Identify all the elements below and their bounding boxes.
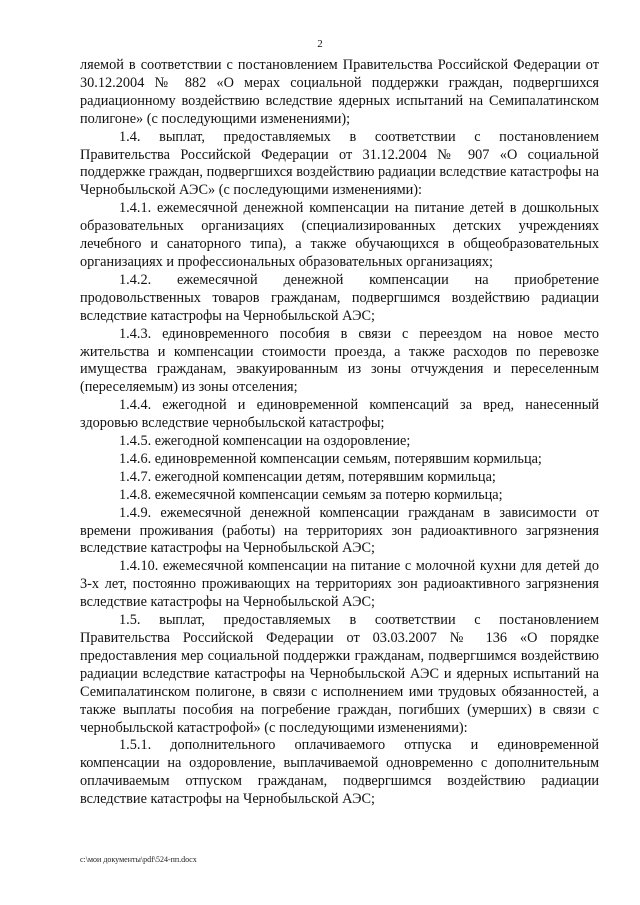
footer-file-path: c:\мои документы\pdf\524-пп.docx	[80, 855, 197, 864]
paragraph-1-4-8: 1.4.8. ежемесячной компенсации семьям за потерю кормильца;	[119, 486, 503, 503]
paragraph-1-4-10: 1.4.10. ежемесячной компенсации на питание с молочной кухни для детей до 3-х лет, постоянно проживающих на территориях зон радиоактивного загрязнения вследствие катастрофы на Чернобыльской АЭС;	[80, 558, 599, 611]
paragraph-1-4-9: 1.4.9. ежемесячной денежной компенсации гражданам в зависимости от времени проживания (работы) на территориях зон радиоактивного загрязнения вследствие катастрофы на Чернобыльской АЭС;	[80, 504, 599, 557]
paragraph-1-4-7: 1.4.7. ежегодной компенсации детям, потерявшим кормильца;	[119, 468, 496, 485]
page-number: 2	[317, 38, 323, 50]
paragraph-continuation: ляемой в соответствии с постановлением Правительства Российской Федерации от 30.12.2004 № 882 «О мерах социальной поддержки граждан, подвергшихся радиационному воздействию вследствие ядерных испытаний на Семипалатинском полигоне» (с последующими изменениями);	[80, 57, 599, 127]
document-body	[80, 57, 599, 809]
paragraph-1-4: 1.4. выплат, предоставляемых в соответствии с постановлением Правительства Российской Федерации от 31.12.2004 № 907 «О социальной поддержке граждан, подвергшихся воздействию радиации вследствие катастрофы на Чернобыльской АЭС» (с последующими изменениями):	[80, 128, 599, 199]
paragraph-1-5-1: 1.5.1. дополнительного оплачиваемого отпуска и единовременной компенсации на оздоровление, выплачиваемой одновременно с дополнительным оплачиваемым отпуском гражданам, подвергшимся воздействию радиации вследствие катастрофы на Чернобыльской АЭС;	[80, 737, 599, 808]
paragraph-1-5: 1.5. выплат, предоставляемых в соответствии с постановлением Правительства Российской Федерации от 03.03.2007 № 136 «О порядке предоставления мер социальной поддержки гражданам, подвергшимся воздействию радиации вследствие катастрофы на Чернобыльской АЭС и ядерных испытаний на Семипалатинском полигоне, в связи с исполнением ими трудовых обязанностей, а также выплаты пособия на погребение граждан, погибших (умерших) в связи с чернобыльской катастрофой» (с последующими изменениями):	[80, 612, 599, 736]
paragraph-1-4-5: 1.4.5. ежегодной компенсации на оздоровление;	[119, 433, 411, 450]
paragraph-1-4-6: 1.4.6. единовременной компенсации семьям, потерявшим кормильца;	[119, 450, 542, 467]
paragraph-1-4-2: 1.4.2. ежемесячной денежной компенсации на приобретение продовольственных товаров гражданам, подвергшимся воздействию радиации вследствие катастрофы на Чернобыльской АЭС;	[80, 271, 599, 324]
paragraph-1-4-1: 1.4.1. ежемесячной денежной компенсации на питание детей в дошкольных образовательных организациях (специализированных детских учреждениях лечебного и санаторного типа), а также обучающихся в общеобразовательных организациях и профессиональных образовательных организациях;	[80, 200, 599, 270]
paragraph-1-4-3: 1.4.3. единовременного пособия в связи с переездом на новое место жительства и компенсации стоимости проезда, а также расходов по перевозке имущества гражданам, эвакуированным из зоны отчуждения и переселенным (переселяемым) из зоны отселения;	[80, 325, 599, 396]
paragraph-1-4-4: 1.4.4. ежегодной и единовременной компенсаций за вред, нанесенный здоровью вследствие чернобыльской катастрофы;	[80, 397, 599, 432]
